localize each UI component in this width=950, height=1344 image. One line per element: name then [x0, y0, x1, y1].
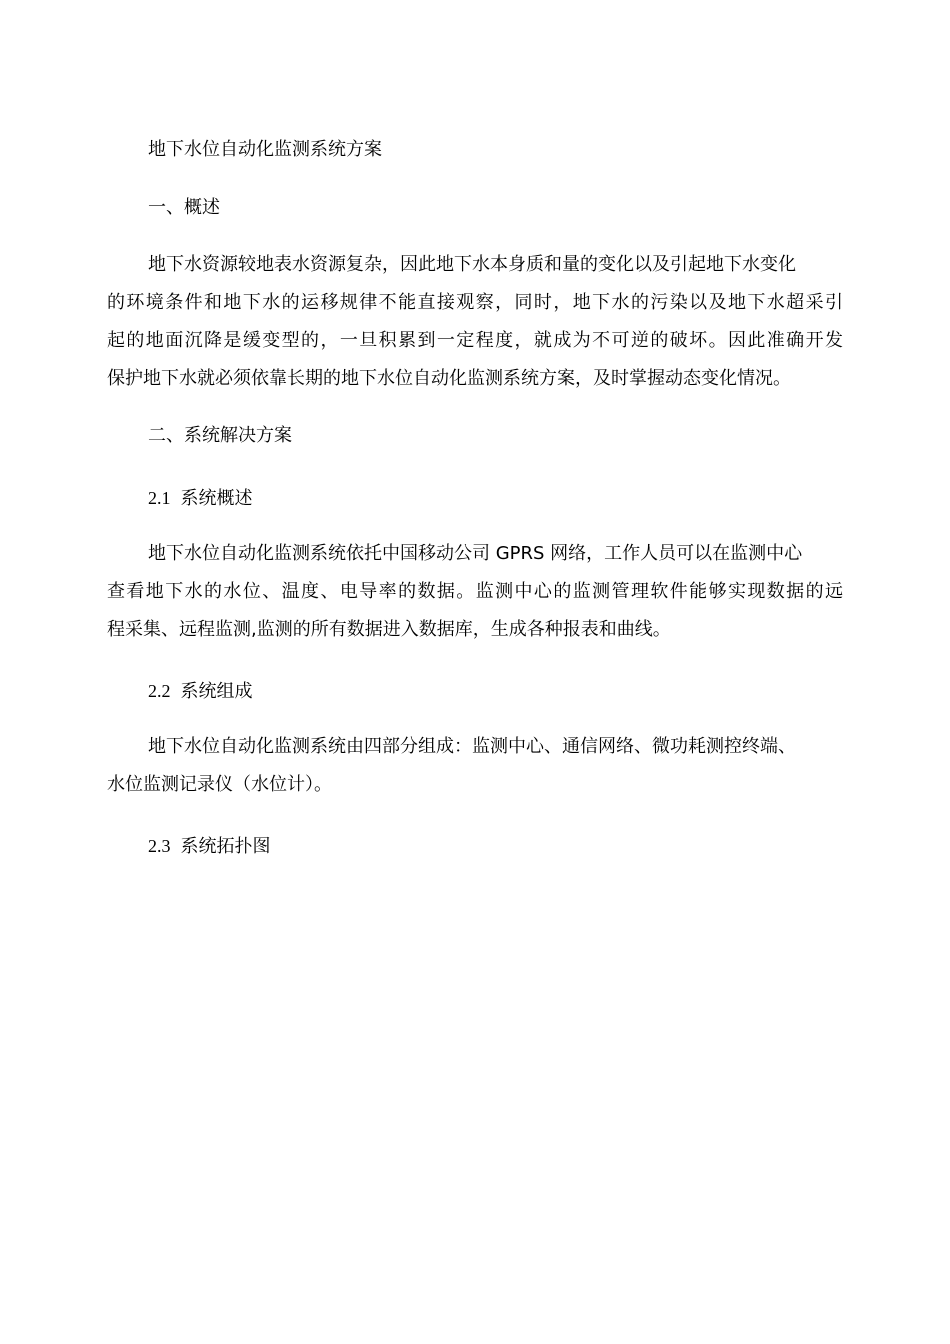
paragraph-line: 水位监测记录仪（水位计）。: [107, 774, 332, 795]
paragraph-line: 保护地下水就必须依靠长期的地下水位自动化监测系统方案，及时掌握动态变化情况。: [107, 368, 791, 389]
subsection-heading-2-3: [148, 827, 271, 866]
subsection-title: 系统概述: [180, 488, 253, 509]
section-heading-solution: 二、系统解决方案: [148, 425, 292, 446]
subsection-number: 2.1: [148, 488, 171, 508]
subsection-heading-2-1: [148, 479, 253, 518]
subsection-title: 系统拓扑图: [180, 836, 271, 857]
paragraph-line: 查看地下水的水位、温度、电导率的数据。监测中心的监测管理软件能够实现数据的远: [107, 581, 843, 602]
paragraph-line: 的环境条件和地下水的运移规律不能直接观察，同时，地下水的污染以及地下水超采引: [107, 292, 843, 313]
paragraph-line: 地下水资源较地表水资源复杂，因此地下水本身质和量的变化以及引起地下水变化: [148, 254, 796, 275]
document-title: 地下水位自动化监测系统方案: [148, 139, 382, 160]
subsection-heading-2-2: [148, 672, 253, 711]
subsection-number: 2.2: [148, 681, 171, 701]
paragraph-line: 起的地面沉降是缓变型的，一旦积累到一定程度，就成为不可逆的破坏。因此准确开发: [107, 330, 843, 351]
paragraph-line: 程采集、远程监测,监测的所有数据进入数据库，生成各种报表和曲线。: [107, 619, 671, 640]
paragraph-line: 地下水位自动化监测系统依托中国移动公司 GPRS 网络，工作人员可以在监测中心: [148, 543, 803, 564]
section-heading-overview: 一、概述: [148, 197, 220, 218]
paragraph-line: 地下水位自动化监测系统由四部分组成：监测中心、通信网络、微功耗测控终端、: [148, 736, 796, 757]
subsection-number: 2.3: [148, 836, 171, 856]
subsection-title: 系统组成: [180, 681, 253, 702]
